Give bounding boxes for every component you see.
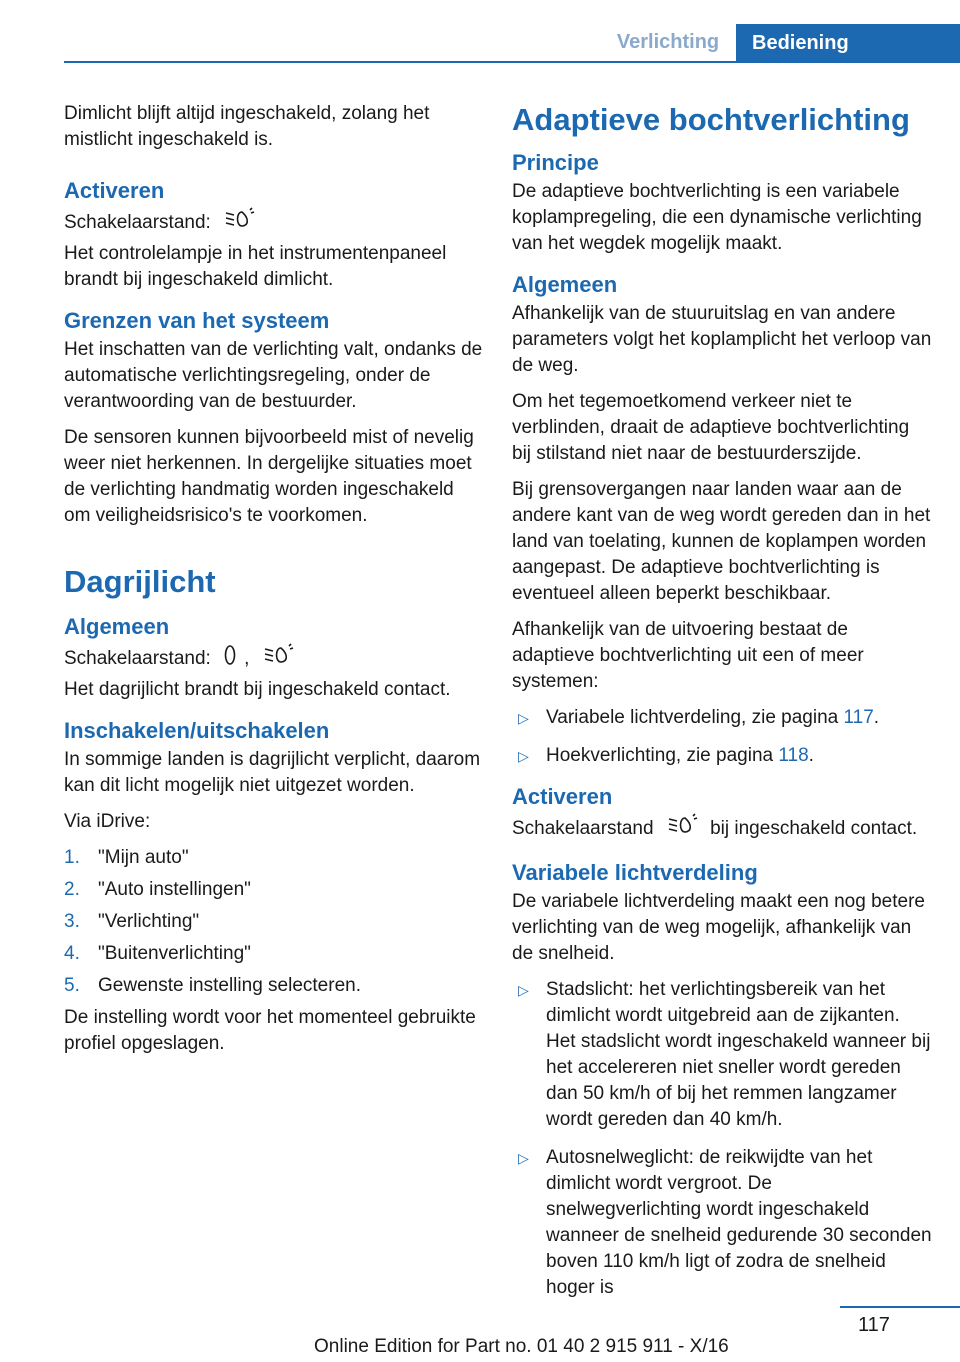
heading-algemeen-right: Algemeen (512, 272, 618, 297)
step-number: 4. (64, 943, 80, 964)
heading-principe: Principe (512, 150, 599, 175)
step-number: 3. (64, 911, 80, 932)
outro-paragraph: De instelling wordt voor het momenteel gebruikte profiel opgeslagen. (64, 1007, 476, 1054)
systems-list (512, 705, 932, 769)
activeren-right-after: bij ingeschakeld contact. (710, 818, 918, 840)
comma: , (244, 648, 250, 670)
intro-paragraph: Dimlicht blijft altijd ingeschakeld, zolang het mistlicht ingeschakeld is. (64, 103, 430, 150)
algemeen-switch-line (64, 643, 484, 675)
step-number: 1. (64, 847, 80, 868)
principe-text: De adaptieve bochtverlichting is een variabele koplampregeling, die een dynamische verlichting van het wegdek mogelijk maakt. (512, 181, 922, 254)
heading-dagrijlicht: Dagrijlicht (64, 564, 216, 599)
list-item (512, 977, 932, 1133)
list-item (512, 1145, 932, 1301)
grenzen-paragraph-1: Het inschatten van de verlichting valt, ondanks de automatische verlichtingsregeling, onder de verantwoording van de bestuurder. (64, 339, 483, 412)
heading-activeren-right: Activeren (512, 784, 613, 809)
page-link-118[interactable]: 118 (778, 745, 809, 766)
left-column (64, 101, 484, 1067)
algemeen-paragraph-4: Afhankelijk van de uitvoering bestaat de adaptieve bochtverlichting uit een of meer systemen: (512, 619, 864, 692)
step-text: "Buitenverlichting" (98, 943, 251, 964)
switch-label: Schakelaarstand: (64, 212, 211, 234)
heading-activeren: Activeren (64, 178, 165, 203)
list-item (64, 845, 484, 871)
low-beam-auto-icon (261, 643, 295, 675)
heading-variabele-lichtverdeling: Variabele lichtverdeling (512, 860, 758, 885)
header-tab-bediening: Bediening (736, 24, 960, 63)
triangle-bullet-icon: ▷ (518, 710, 529, 726)
low-beam-auto-icon (665, 813, 699, 845)
algemeen-paragraph-3: Bij grensovergangen naar landen waar aan de andere kant van de weg wordt gereden dan in het land van toelating, kunnen de koplampen worden aangepast. De adaptieve bochtverlichting is eventueel alleen beperkt beschikbaar. (512, 479, 931, 604)
via-idrive: Via iDrive: (64, 811, 151, 832)
switch-label: Schakelaarstand (512, 818, 654, 840)
triangle-bullet-icon: ▷ (518, 748, 529, 764)
algemeen-text-left: Het dagrijlicht brandt bij ingeschakeld contact. (64, 679, 451, 700)
page-link-117[interactable]: 117 (843, 707, 874, 728)
period: . (873, 707, 880, 728)
page-number: 117 (858, 1314, 890, 1336)
inschakelen-text: In sommige landen is dagrijlicht verplicht, daarom kan dit licht mogelijk niet uitgezet worden. (64, 749, 481, 796)
activeren-right-line (512, 813, 932, 845)
system-text: Hoekverlichting, zie pagina (546, 745, 779, 766)
variabele-text: De variabele lichtverdeling maakt een nog betere verlichting van de weg mogelijk, afhankelijk van de snelheid. (512, 891, 925, 964)
right-column (512, 101, 932, 1313)
footer-rule (840, 1306, 960, 1308)
heading-algemeen-left: Algemeen (64, 614, 170, 639)
switch-label: Schakelaarstand: (64, 648, 211, 670)
list-item (64, 909, 484, 935)
period: . (808, 745, 814, 766)
list-item (512, 705, 932, 731)
algemeen-paragraph-2: Om het tegemoetkomend verkeer niet te verblinden, draait de adaptieve bochtverlichting bij stilstand niet naar de bestuurderszijde. (512, 391, 910, 464)
activeren-switch-line (64, 207, 484, 239)
system-text: Variabele lichtverdeling, zie pagina (546, 707, 844, 728)
bullet-text: Autosnelweglicht: de reikwijdte van het dimlicht wordt vergroot. De snelwegverlichting wordt ingeschakeld wanneer de snelheid gedurende 30 seconden boven 110 km/h ligt of zodra de snelheid hoger is (546, 1147, 932, 1298)
edition-footer: Online Edition for Part no. 01 40 2 915 911 - X/16 (314, 1336, 729, 1357)
bullet-text: Stadslicht: het verlichtingsbereik van het dimlicht wordt uitgebreid aan de zijkanten. Het stadslicht wordt ingeschakeld wanneer bij het accelereren niet sneller wordt gereden dan 50 km/h of bij het remmen langzamer wordt gereden dan 40 km/h. (546, 979, 931, 1130)
idrive-steps (64, 845, 484, 999)
header-tab-verlichting: Verlichting (616, 31, 720, 53)
heading-adaptieve-bochtverlichting: Adaptieve bochtverlichting (512, 102, 910, 137)
activeren-text: Het controlelampje in het instrumentenpaneel brandt bij ingeschakeld dimlicht. (64, 243, 447, 290)
heading-grenzen: Grenzen van het systeem (64, 308, 330, 333)
list-item (512, 743, 932, 769)
header-rule (64, 61, 960, 63)
triangle-bullet-icon: ▷ (518, 982, 529, 998)
step-text: "Auto instellingen" (98, 879, 251, 900)
triangle-bullet-icon: ▷ (518, 1150, 529, 1166)
step-text: "Verlichting" (98, 911, 200, 932)
step-number: 5. (64, 975, 80, 996)
step-number: 2. (64, 879, 80, 900)
heading-inschakelen: Inschakelen/uitschakelen (64, 718, 330, 743)
variabele-bullets (512, 977, 932, 1301)
algemeen-paragraph-1: Afhankelijk van de stuuruitslag en van andere parameters volgt het koplamplicht het verloop van de weg. (512, 303, 932, 376)
list-item (64, 877, 484, 903)
grenzen-paragraph-2: De sensoren kunnen bijvoorbeeld mist of nevelig weer niet herkennen. In dergelijke situaties moet de verlichting handmatig worden ingeschakeld om veiligheidsrisico's te voorkomen. (64, 427, 474, 526)
step-text: Gewenste instelling selecteren. (98, 975, 361, 996)
list-item (64, 973, 484, 999)
low-beam-auto-icon (222, 207, 256, 239)
step-text: "Mijn auto" (98, 847, 189, 868)
off-position-icon (222, 643, 238, 675)
list-item (64, 941, 484, 967)
